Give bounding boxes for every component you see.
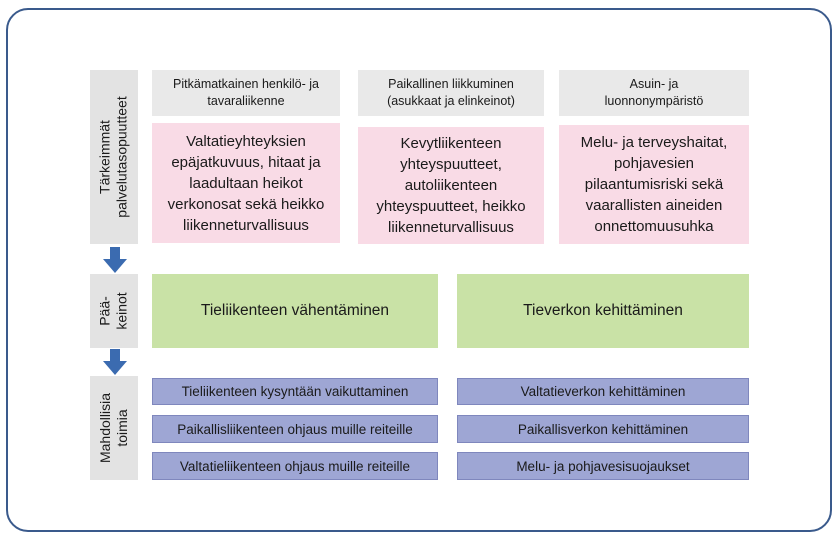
deficit-line: yhteyspuutteet, heikko [376,198,526,215]
deficit-line: liikenneturvallisuus [183,216,309,234]
header-line: Paikallinen liikkuminen [388,77,514,91]
main-means-reduce-traffic: Tieliikenteen vähentäminen [152,274,438,348]
deficit-line: liikenneturvallisuus [388,219,514,236]
deficit-line: vaarallisten aineiden [585,197,723,214]
header-line: Pitkämatkainen henkilö- ja [173,77,319,91]
deficit-long-distance [152,123,340,243]
deficit-line: onnettomuusuhka [594,218,714,235]
action-highway-network-development: Valtatieverkon kehittäminen [457,378,749,405]
header-line: (asukkaat ja elinkeinot) [387,94,515,108]
deficit-line: pilaantumisriski sekä [584,176,724,193]
deficit-line: verkonosat sekä heikko [167,195,325,213]
header-line: tavaraliikenne [207,94,285,108]
deficit-line: autoliikenteen [404,177,498,194]
action-noise-groundwater-protection: Melu- ja pohjavesisuojaukset [457,452,749,480]
column-header-local-mobility [358,70,544,116]
deficit-line: Melu- ja terveyshaitat, [580,134,728,151]
deficit-line: Kevytliikenteen [400,135,502,152]
row-label-actions [90,376,138,480]
row-label-actions-line-1: Mahdollisia [97,392,114,464]
action-highway-traffic-rerouting: Valtatieliikenteen ohjaus muille reiteille [152,452,438,480]
row-label-main-means-line-2: keinot [113,292,130,330]
header-line: Asuin- ja [629,77,679,91]
action-local-network-development: Paikallisverkon kehittäminen [457,415,749,443]
down-arrow-icon [103,349,127,375]
deficit-line: Valtatieyhteyksien [186,132,306,150]
action-local-traffic-rerouting: Paikallisliikenteen ohjaus muille reiteille [152,415,438,443]
down-arrow-icon [103,247,127,273]
deficit-environment [559,125,749,244]
deficit-line: pohjavesien [613,155,695,172]
row-label-deficits-line-2: palvelutasopuutteet [114,96,130,218]
deficit-local-mobility [358,127,544,244]
deficit-line: epäjatkuvuus, hitaat ja [171,153,321,171]
column-header-long-distance [152,70,340,116]
column-header-environment [559,70,749,116]
header-line: luonnonympäristö [604,94,704,108]
row-label-deficits-line-1: Tärkeimmät [97,120,113,194]
row-label-actions-line-2: toimia [114,409,131,447]
row-label-main-means [90,274,138,348]
row-label-deficits [90,70,138,244]
action-demand-management: Tieliikenteen kysyntään vaikuttaminen [152,378,438,405]
deficit-line: yhteyspuutteet, [400,156,502,173]
main-means-develop-network: Tieverkon kehittäminen [457,274,749,348]
deficit-line: laadultaan heikot [189,174,303,192]
row-label-main-means-line-1: Pää- [96,296,113,326]
